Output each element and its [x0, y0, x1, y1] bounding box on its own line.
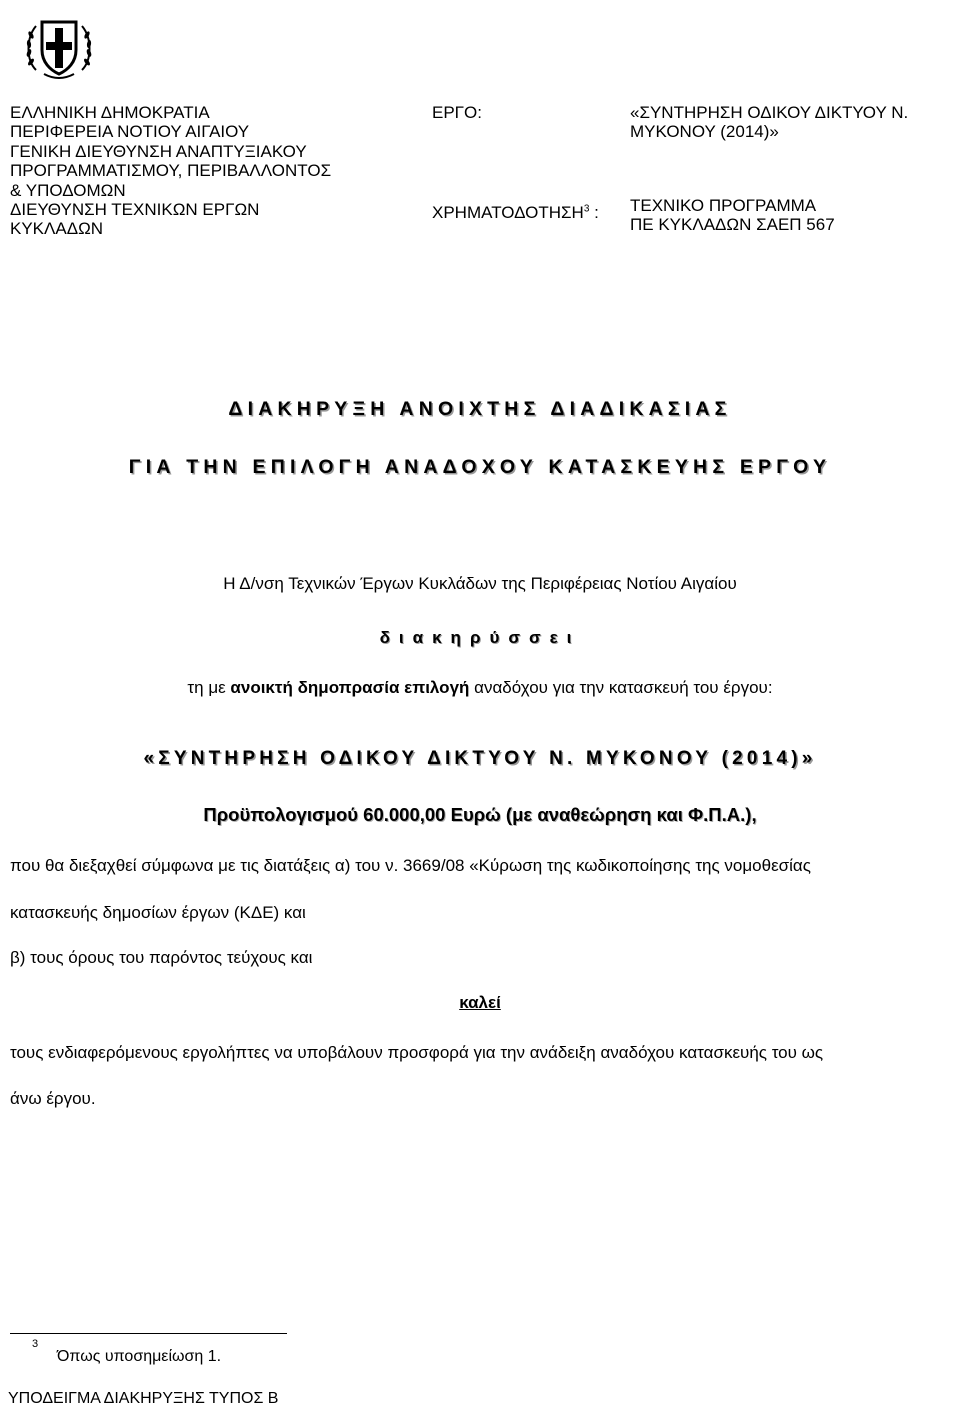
declares-word: διακηρύσσει	[379, 628, 581, 647]
funding-label-colon: :	[594, 203, 599, 222]
issuing-authority	[10, 103, 331, 239]
tender-line	[0, 678, 960, 698]
authority-line: ΠΕΡΙΦΕΡΕΙΑ ΝΟΤΙΟΥ ΑΙΓΑΙΟΥ	[10, 122, 250, 142]
project-name-line: ΜΥΚΟΝΟΥ (2014)»	[630, 122, 779, 142]
footnote-divider	[10, 1333, 287, 1334]
footnote-text: Όπως υποσημείωση 1.	[57, 1348, 222, 1365]
budget-line: Προϋπολογισμού 60.000,00 Ευρώ (με αναθεώρηση και Φ.Π.Α.),	[203, 804, 757, 825]
issuer-line: Η Δ/νση Τεχνικών Έργων Κυκλάδων της Περιφέρειας Νοτίου Αιγαίου	[223, 574, 737, 593]
project-name-line: «ΣΥΝΤΗΡΗΣΗ ΟΔΙΚΟΥ ΔΙΚΤΥΟΥ Ν.	[630, 103, 909, 122]
document-title: ΔΙΑΚΗΡΥΞΗ ΑΝΟΙΧΤΗΣ ΔΙΑΔΙΚΑΣΙΑΣ	[228, 398, 732, 420]
authority-line: ΕΛΛΗΝΙΚΗ ΔΗΜΟΚΡΑΤΙΑ	[10, 103, 210, 122]
paragraph-line: που θα διεξαχθεί σύμφωνα με τις διατάξεις α) του ν. 3669/08 «Κύρωση της κωδικοποίησης της νομοθεσίας	[10, 856, 811, 875]
paragraph-line: β) τους όρους του παρόντος τεύχους και	[10, 948, 313, 967]
funding-source-line: ΤΕΧΝΙΚΟ ΠΡΟΓΡΑΜΜΑ	[630, 196, 817, 215]
invites-word: καλεί	[459, 993, 501, 1012]
tender-suffix: αναδόχου για την κατασκευή του έργου:	[469, 678, 773, 697]
tender-type: ανοικτή δημοπρασία επιλογή	[230, 678, 470, 697]
document-subtitle: ΓΙΑ ΤΗΝ ΕΠΙΛΟΓΗ ΑΝΑΔΟΧΟΥ ΚΑΤΑΣΚΕΥΗΣ ΕΡΓΟΥ	[128, 456, 832, 478]
authority-line: ΚΥΚΛΑΔΩΝ	[10, 219, 104, 239]
authority-line: & ΥΠΟΔΟΜΩΝ	[10, 180, 126, 200]
project-name	[630, 103, 908, 142]
greek-state-emblem-icon	[22, 12, 96, 82]
paragraph-line: κατασκευής δημοσίων έργων (ΚΔΕ) και	[10, 903, 306, 922]
funding-label	[432, 203, 599, 223]
footnote-ref: 3	[583, 203, 590, 215]
paragraph-line: άνω έργου.	[10, 1089, 96, 1108]
authority-line: ΠΡΟΓΡΑΜΜΑΤΙΣΜΟΥ, ΠΕΡΙΒΑΛΛΟΝΤΟΣ	[10, 161, 332, 181]
footer-label: ΥΠΟΔΕΙΓΜΑ ΔΙΑΚΗΡΥΞΗΣ ΤΥΠΟΣ Β	[8, 1390, 279, 1407]
authority-line: ΔΙΕΥΘΥΝΣΗ ΤΕΧΝΙΚΩΝ ΕΡΓΩΝ	[10, 200, 260, 220]
paragraph-line: τους ενδιαφερόμενους εργολήπτες να υποβάλουν προσφορά για την ανάδειξη αναδόχου κατασκευής του ως	[10, 1043, 824, 1062]
funding-label-text: ΧΡΗΜΑΤΟΔΟΤΗΣΗ	[432, 203, 584, 222]
project-title: «ΣΥΝΤΗΡΗΣΗ ΟΔΙΚΟΥ ΔΙΚΤΥΟΥ Ν. ΜΥΚΟΝΟΥ (2014)»	[143, 748, 817, 769]
tender-prefix: τη με	[187, 678, 231, 697]
project-label: ΕΡΓΟ:	[432, 103, 482, 122]
authority-line: ΓΕΝΙΚΗ ΔΙΕΥΘΥΝΣΗ ΑΝΑΠΤΥΞΙΑΚΟΥ	[10, 141, 307, 161]
footnote-number: 3	[32, 1338, 39, 1350]
funding-source-line: ΠΕ ΚΥΚΛΑΔΩΝ ΣΑΕΠ 567	[630, 215, 835, 235]
funding-source	[630, 196, 835, 235]
